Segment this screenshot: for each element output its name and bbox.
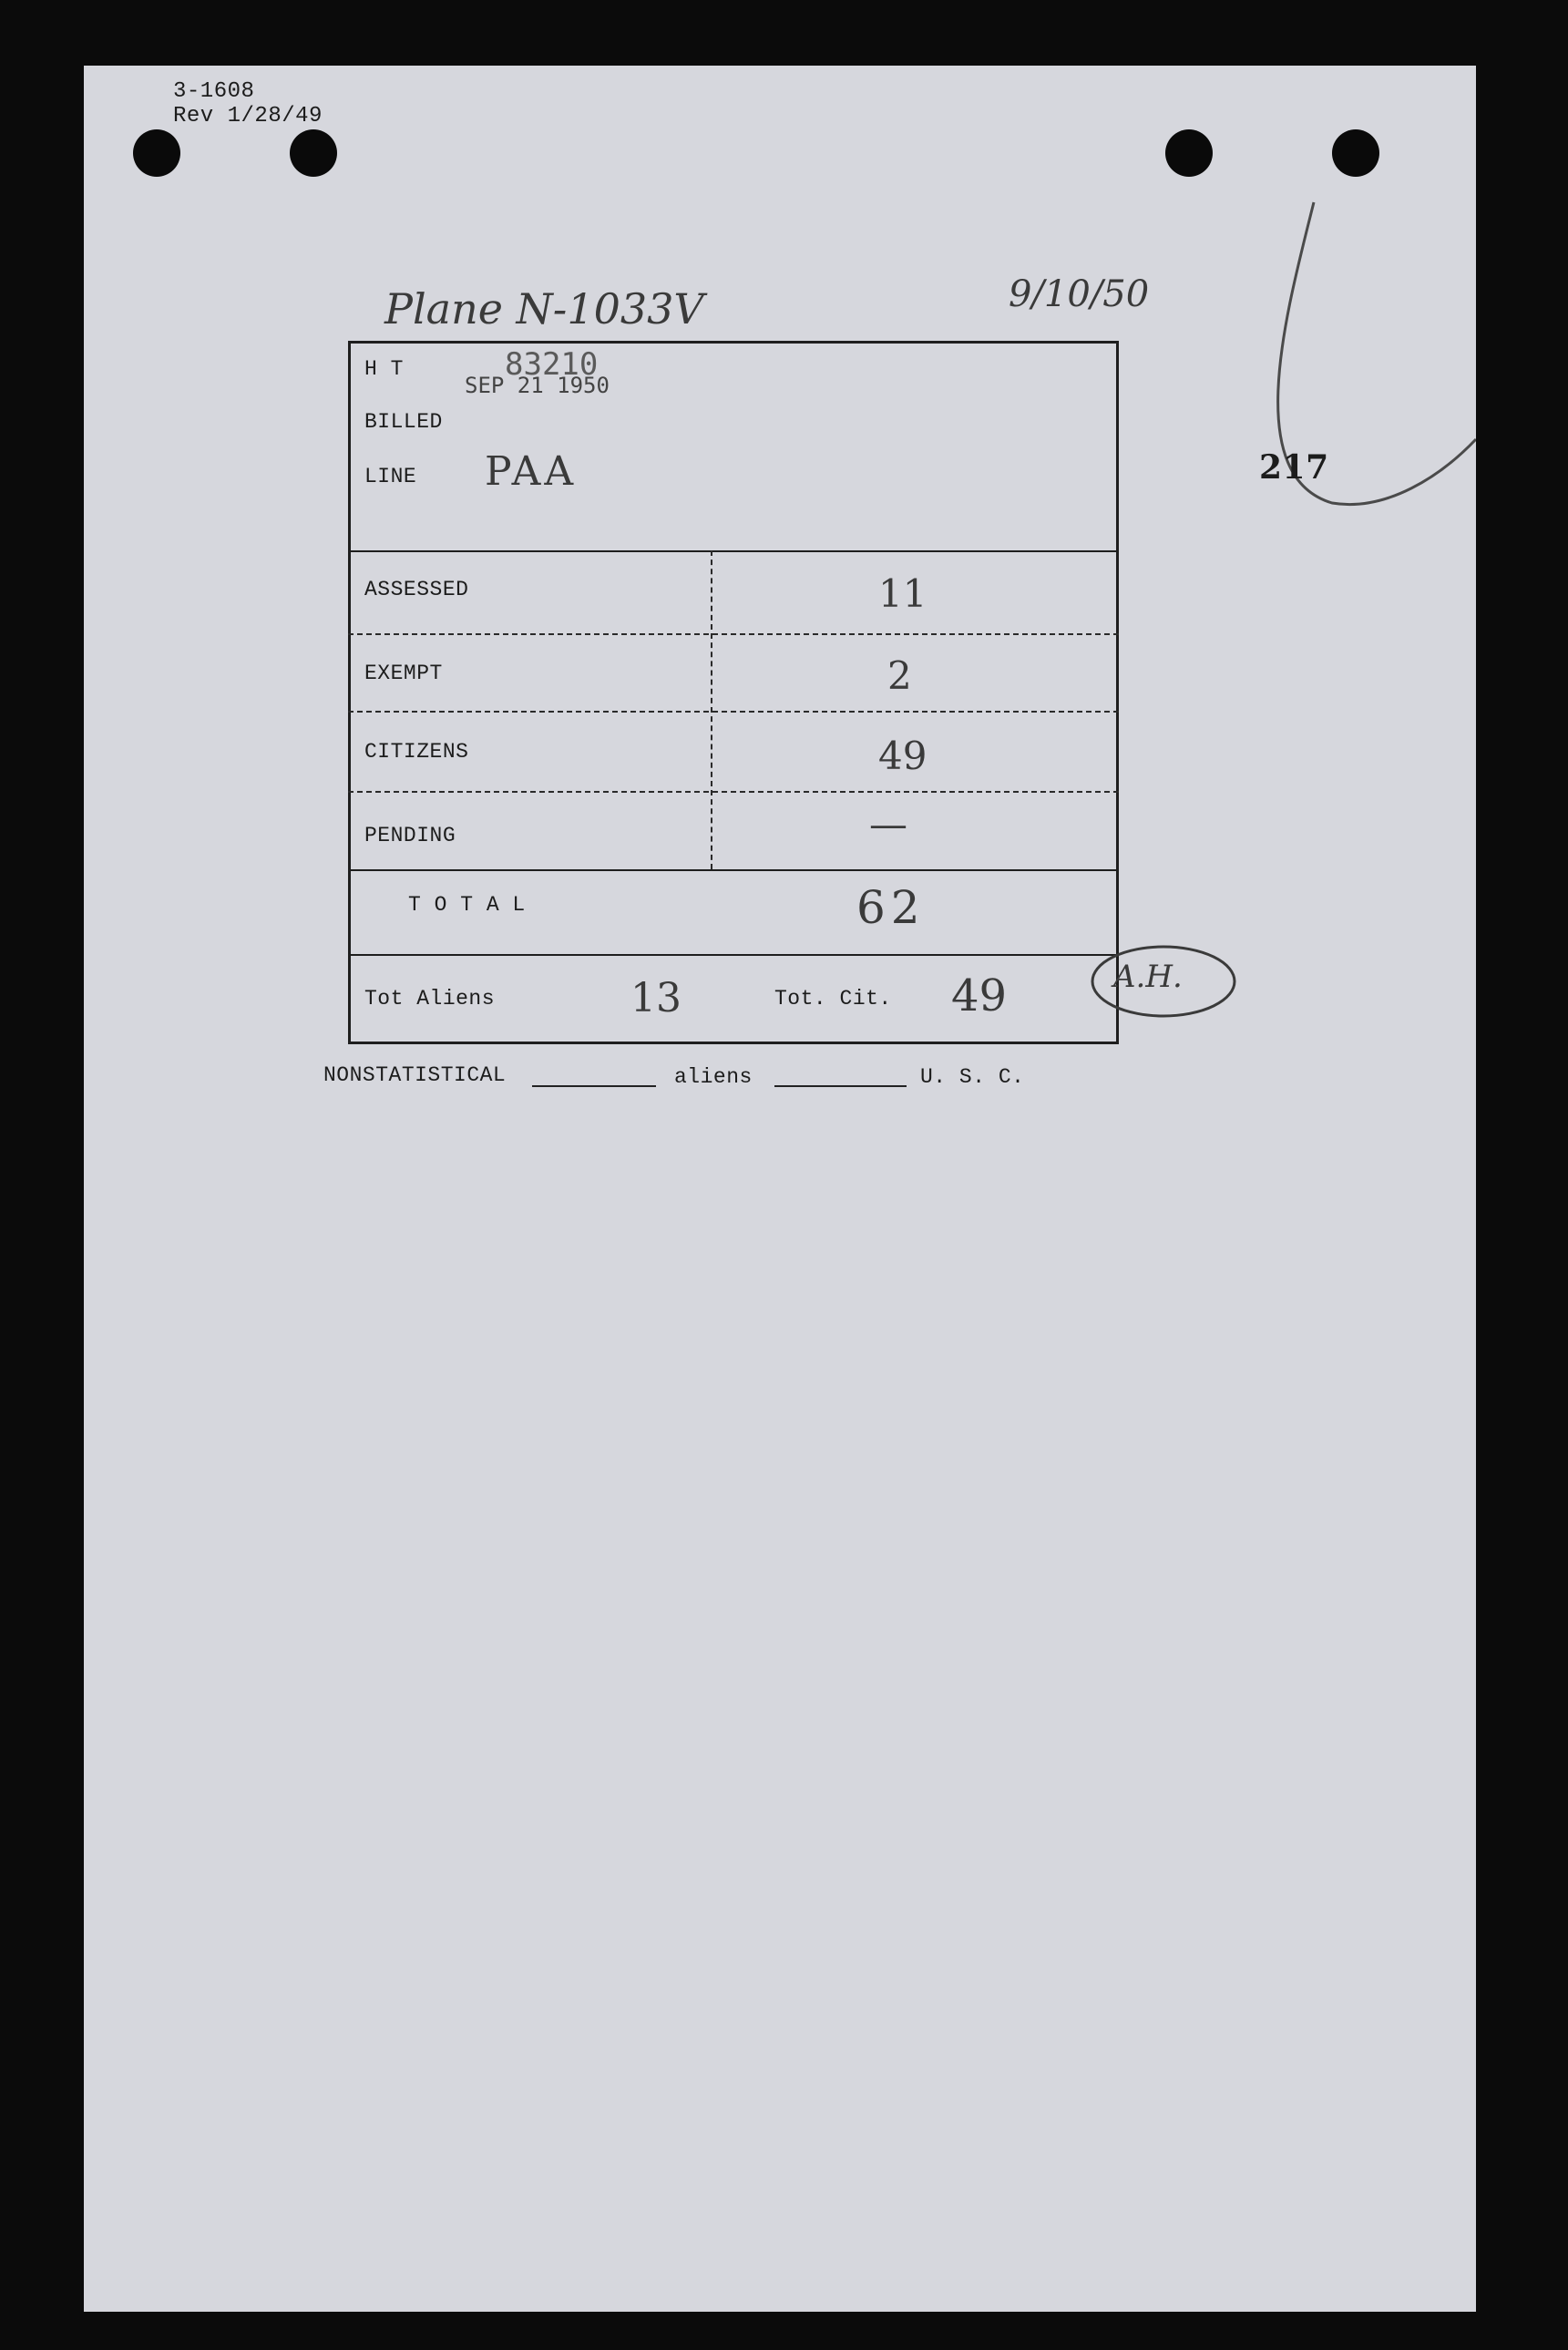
punch-hole <box>290 129 337 177</box>
initials: A.H. <box>1113 959 1183 995</box>
aliens-label: aliens <box>674 1065 753 1089</box>
form-number: 3-1608 <box>173 79 255 104</box>
total-label: T O T A L <box>408 893 526 917</box>
form-border-left <box>348 341 351 1044</box>
row-divider <box>348 633 1119 635</box>
exempt-value: 2 <box>887 653 912 698</box>
column-divider <box>711 550 712 869</box>
form-border-top <box>348 341 1119 344</box>
aliens-blank <box>774 1085 907 1087</box>
tot-cit-value: 49 <box>951 970 1008 1021</box>
page-number: 217 <box>1259 448 1329 487</box>
exempt-label: EXEMPT <box>364 662 443 685</box>
row-divider <box>348 954 1119 956</box>
tot-aliens-value: 13 <box>630 975 682 1021</box>
nonstatistical-blank <box>532 1085 656 1087</box>
nonstatistical-label: NONSTATISTICAL <box>323 1063 507 1087</box>
date-stamp: SEP 21 1950 <box>465 373 610 398</box>
billed-label: BILLED <box>364 410 443 434</box>
punch-hole <box>133 129 180 177</box>
header-divider <box>348 550 1119 552</box>
row-divider <box>348 711 1119 713</box>
line-value: PAA <box>485 448 578 495</box>
plane-annotation: Plane N-1033V <box>384 284 704 334</box>
pending-value: — <box>869 802 907 847</box>
assessed-value: 11 <box>878 571 927 616</box>
date-annotation: 9/10/50 <box>1009 273 1150 315</box>
assessed-label: ASSESSED <box>364 578 469 601</box>
total-value: 62 <box>856 881 926 934</box>
document-page <box>84 66 1476 2312</box>
tot-cit-label: Tot. Cit. <box>774 987 892 1011</box>
row-divider <box>348 869 1119 871</box>
citizens-value: 49 <box>878 734 927 778</box>
pending-label: PENDING <box>364 824 456 847</box>
tot-aliens-label: Tot Aliens <box>364 987 496 1011</box>
line-label: LINE <box>364 465 417 488</box>
row-divider <box>348 791 1119 793</box>
form-revision: Rev 1/28/49 <box>173 104 323 128</box>
citizens-label: CITIZENS <box>364 740 469 764</box>
ht-number-stamp: 83210 <box>505 346 599 383</box>
form-border-bottom <box>348 1042 1119 1044</box>
usc-label: U. S. C. <box>920 1065 1025 1089</box>
ht-label: H T <box>364 357 404 381</box>
margin-stroke <box>1204 129 1476 530</box>
